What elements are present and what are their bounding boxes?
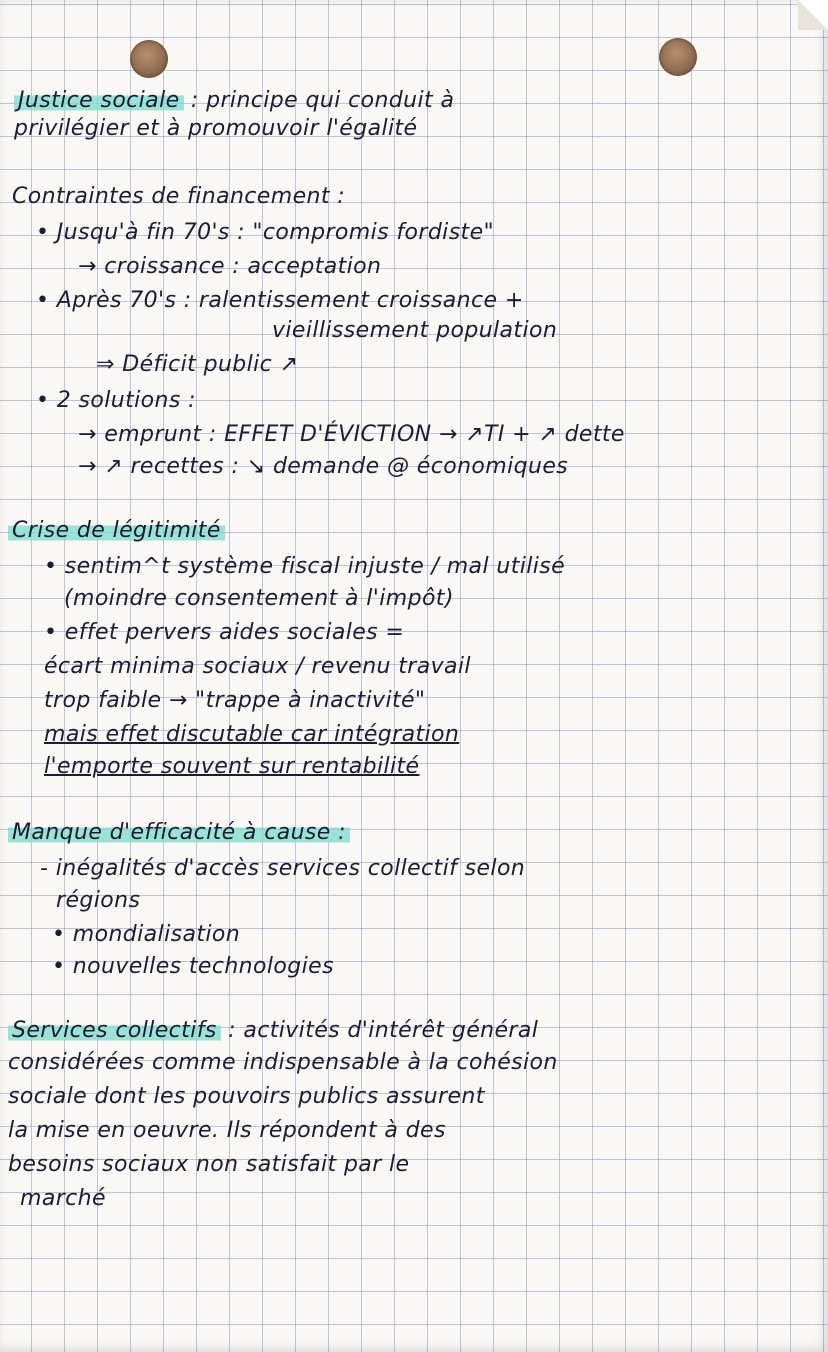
contraintes-line: → ↗ recettes : ↘ demande @ économiques: [78, 454, 569, 479]
crise-line: l'emporte souvent sur rentabilité: [44, 754, 420, 779]
crise-line: • effet pervers aides sociales =: [44, 620, 405, 645]
justice-sociale-def-1: : principe qui conduit à: [190, 88, 455, 113]
contraintes-line: • 2 solutions :: [36, 388, 196, 413]
services-collectifs-line-1: [8, 1018, 538, 1044]
crise-line: (moindre consentement à l'impôt): [64, 586, 454, 611]
services-collectifs-def-1: : activités d'intérêt général: [228, 1018, 539, 1043]
contraintes-line: • Jusqu'à fin 70's : "compromis fordiste": [36, 220, 495, 245]
crise-line: trop faible → "trappe à inactivité": [44, 688, 426, 713]
justice-sociale-def-2: privilégier et à promouvoir l'égalité: [14, 116, 418, 141]
justice-sociale-line-1: [14, 88, 454, 114]
services-line: marché: [20, 1186, 106, 1211]
services-line: sociale dont les pouvoirs publics assurent: [8, 1084, 485, 1109]
manque-efficacite-title: Manque d'efficacité à cause :: [8, 820, 350, 846]
manque-line: • mondialisation: [52, 922, 241, 947]
crise-line: • sentim^t système fiscal injuste / mal utilisé: [44, 554, 566, 579]
services-line: considérées comme indispensable à la cohésion: [8, 1050, 558, 1075]
justice-sociale-term: Justice sociale: [14, 88, 184, 113]
crise-legitimite-title: Crise de légitimité: [8, 518, 225, 544]
contraintes-line: ⇒ Déficit public ↗: [96, 352, 299, 377]
contraintes-title: Contraintes de financement :: [12, 184, 346, 209]
manque-line: • nouvelles technologies: [52, 954, 334, 979]
crise-line: mais effet discutable car intégration: [44, 722, 460, 747]
services-collectifs-term: Services collectifs: [8, 1018, 221, 1043]
contraintes-line: → emprunt : EFFET D'ÉVICTION → ↗TI + ↗ dette: [78, 422, 625, 447]
manque-line: régions: [56, 888, 141, 913]
services-line: la mise en oeuvre. Ils répondent à des: [8, 1118, 446, 1143]
contraintes-line: → croissance : acceptation: [78, 254, 382, 279]
contraintes-line: • Après 70's : ralentissement croissance +: [36, 288, 524, 313]
services-line: besoins sociaux non satisfait par le: [8, 1152, 410, 1177]
manque-line: - inégalités d'accès services collectif selon: [40, 856, 526, 881]
contraintes-line: vieillissement population: [272, 318, 558, 343]
crise-line: écart minima sociaux / revenu travail: [44, 654, 471, 679]
